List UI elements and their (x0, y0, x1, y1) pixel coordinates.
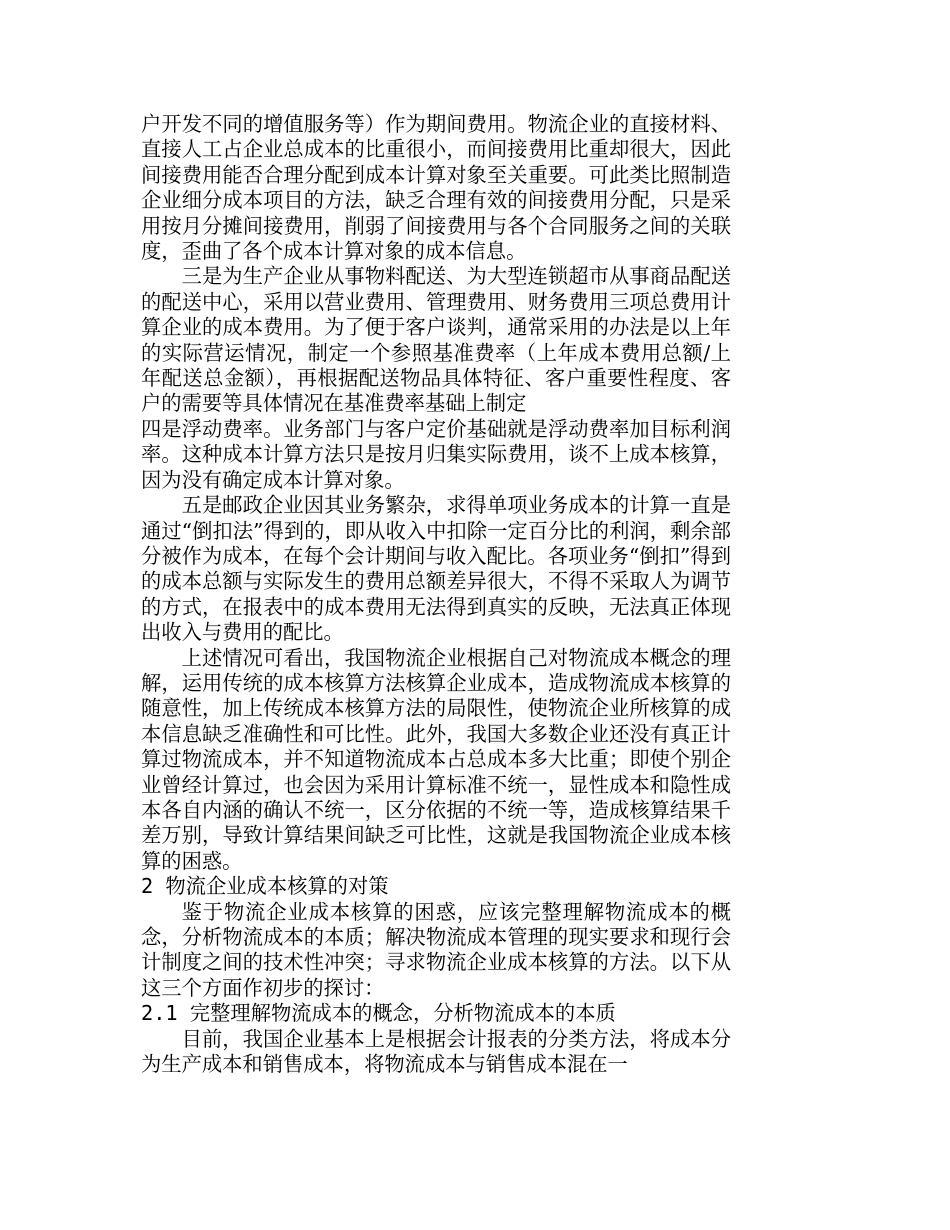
document-page (141, 112, 731, 1077)
section-heading-2-1 (141, 1001, 731, 1026)
paragraph-period-expense: 户开发不同的增值服务等）作为期间费用。物流企业的直接材料、直接人工占企业总成本的比重很小，而间接费用比重却很大，因此间接费用能否合理分配到成本计算对象至关重要。可此类比照制造企业细分成本项目的方法，缺乏合理有效的间接费用分配，只是采用按月分摊间接费用，削弱了间接费用与各个合同服务之间的关联度，歪曲了各个成本计算对象的成本信息。 (141, 112, 731, 264)
subsection-title: 完整理解物流成本的概念，分析物流成本的本质 (189, 1001, 616, 1026)
subsection-number: 2.1 (141, 1001, 190, 1026)
section-heading-2 (141, 874, 731, 899)
paragraph-summary-dilemma: 上述情况可看出，我国物流企业根据自己对物流成本概念的理解，运用传统的成本核算方法核算企业成本，造成物流成本核算的随意性，加上传统成本核算方法的局限性，使物流企业所核算的成本信息缺乏准确性和可比性。此外，我国大多数企业还没有真正计算过物流成本，并不知道物流成本占总成本多大比重；即使个别企业曾经计算过，也会因为采用计算标准不统一，显性成本和隐性成本各自内涵的确认不统一，区分依据的不统一等，造成核算结果千差万别，导致计算结果间缺乏可比性，这就是我国物流企业成本核算的困惑。 (141, 645, 731, 873)
section-number: 2 (141, 874, 166, 899)
paragraph-floating-rate: 四是浮动费率。业务部门与客户定价基础就是浮动费率加目标利润率。这种成本计算方法只是按月归集实际费用，谈不上成本核算，因为没有确定成本计算对象。 (141, 416, 731, 492)
paragraph-postal-enterprise: 五是邮政企业因其业务繁杂，求得单项业务成本的计算一直是通过“倒扣法”得到的，即从收入中扣除一定百分比的利润，剩余部分被作为成本，在每个会计期间与收入配比。各项业务“倒扣”得到的成本总额与实际发生的费用总额差异很大，不得不采取人为调节的方式，在报表中的成本费用无法得到真实的反映，无法真正体现出收入与费用的配比。 (141, 493, 731, 645)
paragraph-current-practice: 目前，我国企业基本上是根据会计报表的分类方法，将成本分为生产成本和销售成本，将物流成本与销售成本混在一 (141, 1026, 731, 1077)
paragraph-countermeasures-intro: 鉴于物流企业成本核算的困惑，应该完整理解物流成本的概念，分析物流成本的本质；解决物流成本管理的现实要求和现行会计制度之间的技术性冲突；寻求物流企业成本核算的方法。以下从这三个方面作初步的探讨： (141, 899, 731, 1000)
paragraph-distribution-center: 三是为生产企业从事物料配送、为大型连锁超市从事商品配送的配送中心，采用以营业费用、管理费用、财务费用三项总费用计算企业的成本费用。为了便于客户谈判，通常采用的办法是以上年的实际营运情况，制定一个参照基准费率（上年成本费用总额/上年配送总金额），再根据配送物品具体特征、客户重要性程度、客户的需要等具体情况在基准费率基础上制定 (141, 264, 731, 416)
section-title: 物流企业成本核算的对策 (165, 874, 389, 899)
